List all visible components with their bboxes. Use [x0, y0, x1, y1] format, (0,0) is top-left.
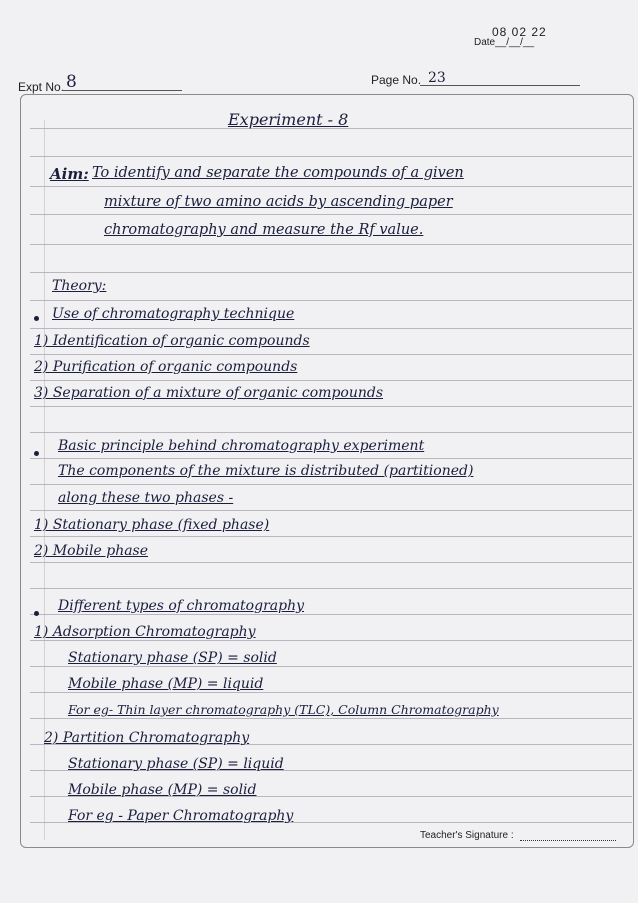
types-line: 1) Adsorption Chromatography — [34, 624, 256, 640]
theory-line: 3) Separation of a mixture of organic compounds — [34, 385, 384, 401]
rule-line — [30, 588, 632, 589]
date-value: 08 02 22 — [492, 25, 547, 39]
page-label: Page No. — [371, 73, 422, 87]
types-line: Stationary phase (SP) = liquid — [68, 756, 284, 772]
rule-line — [30, 354, 632, 355]
rule-line — [30, 300, 632, 301]
types-line: Stationary phase (SP) = solid — [68, 650, 277, 666]
rule-line — [30, 272, 632, 273]
rule-line — [30, 536, 632, 537]
rule-line — [30, 406, 632, 407]
theory-line: Use of chromatography technique — [52, 306, 295, 322]
teacher-signature-label: Teacher's Signature : — [420, 830, 514, 841]
rule-line — [30, 186, 632, 187]
theory-line: 1) Identification of organic compounds — [34, 333, 310, 349]
rule-line — [30, 156, 632, 157]
types-line: 2) Partition Chromatography — [44, 730, 250, 746]
date-label: Date__/__/__ — [474, 37, 535, 48]
types-line: Mobile phase (MP) = liquid — [68, 676, 264, 692]
aim-line: mixture of two amino acids by ascending paper — [104, 194, 453, 210]
teacher-signature-line — [520, 840, 616, 841]
principle-line: along these two phases - — [58, 490, 234, 506]
theory-line: 2) Purification of organic compounds — [34, 359, 298, 375]
expt-underline — [62, 90, 182, 91]
rule-line — [30, 640, 632, 641]
aim-line: chromatography and measure the Rf value. — [104, 222, 424, 238]
types-line: For eg - Paper Chromatography — [68, 808, 294, 824]
aim-label: Aim: — [50, 165, 89, 183]
rule-line — [30, 380, 632, 381]
expt-label: Expt No. — [18, 80, 65, 94]
rule-line — [30, 510, 632, 511]
rule-line — [30, 244, 632, 245]
principle-line: Basic principle behind chromatography experiment — [58, 438, 425, 454]
aim-line: To identify and separate the compounds of a given — [92, 165, 464, 181]
rule-line — [30, 692, 632, 693]
types-line: For eg- Thin layer chromatography (TLC), Column Chromatography — [68, 702, 499, 717]
rule-line — [30, 432, 632, 433]
principle-line: The components of the mixture is distributed (partitioned) — [58, 463, 474, 479]
rule-line — [30, 614, 632, 615]
principle-line: 2) Mobile phase — [34, 543, 149, 559]
page-title: Experiment - 8 — [228, 110, 349, 129]
bullet — [34, 316, 39, 321]
theory-heading: Theory: — [52, 278, 107, 294]
types-line: Mobile phase (MP) = solid — [68, 782, 257, 798]
rule-line — [30, 214, 632, 215]
rule-line — [30, 484, 632, 485]
rule-line — [30, 718, 632, 719]
rule-line — [30, 562, 632, 563]
rule-line — [30, 328, 632, 329]
rule-line — [30, 458, 632, 459]
bullet — [34, 611, 39, 616]
bullet — [34, 451, 39, 456]
expt-value: 8 — [66, 72, 77, 92]
page-underline — [420, 85, 580, 86]
page-value: 23 — [428, 70, 446, 86]
rule-line — [30, 666, 632, 667]
types-line: Different types of chromatography — [58, 598, 304, 614]
principle-line: 1) Stationary phase (fixed phase) — [34, 517, 270, 533]
